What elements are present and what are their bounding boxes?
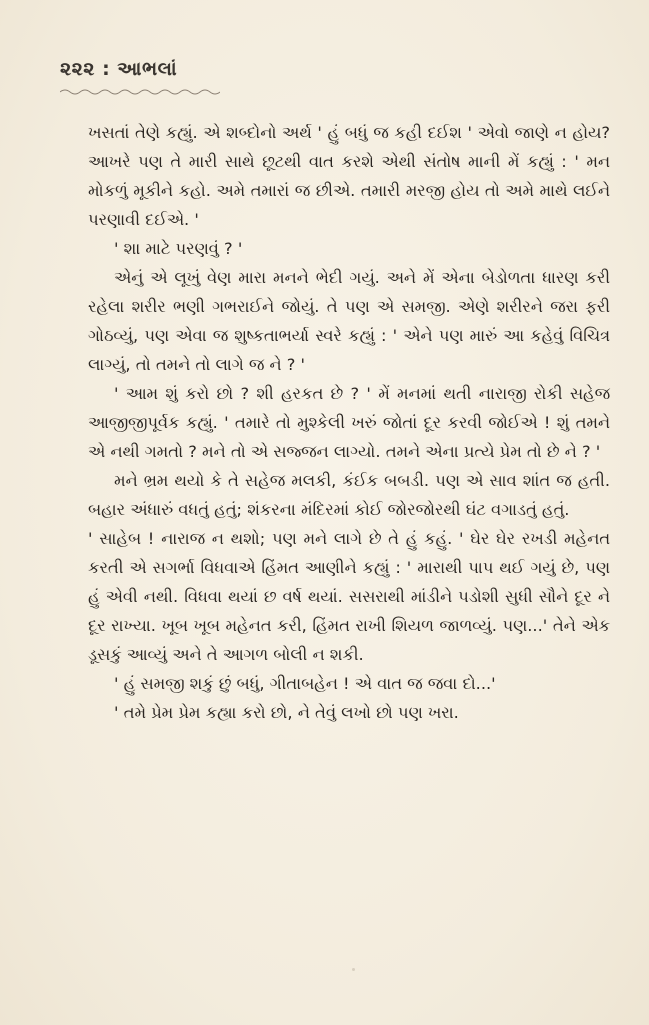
paragraph-8: ' તમે પ્રેમ પ્રેમ કહ્યા કરો છો, ને તેવું લખો છો પણ ખરા. — [114, 703, 459, 722]
paragraph-5: મને ભ્રમ થયો કે તે સહેજ મલકી, કંઈક બબડી. પણ એ સાવ શાંત જ હતી. બહાર અંધારું વધતું હતું; શંકરના મંદિરમાં કોઈ જોરજોરથી ઘંટ વગાડતું હતું. — [88, 471, 610, 519]
paper-speck — [352, 968, 355, 971]
paragraph-2: ' શા માટે પરણવું ? ' — [114, 239, 243, 258]
paragraph-3: એનું એ લૂખું વેણ મારા મનને ભેદી ગયું. અને મેં એના બેડોળતા ધારણ કરી રહેલા શરીર ભણી ગભરાઈને જોયું. તે પણ એ સમજી. એણે શરીરને જરા ફરી ગોઠવ્યું, પણ એવા જ શુષ્કતાભર્યા સ્વરે કહ્યું : ' એને પણ મારું આ કહેવું વિચિત્ર લાગ્યું, તો તમને તો લાગે જ ને ? ' — [88, 268, 610, 374]
header-wavy-rule — [60, 88, 220, 96]
paragraph-7: ' હું સમજી શકું છું બધું, ગીતાબહેન ! એ વાત જ જવા દો...' — [114, 674, 496, 693]
paragraph-1: ખસતાં તેણે કહ્યું. એ શબ્દોનો અર્થ ' હું બધું જ કહી દઈશ ' એવો જાણે ન હોય? આખરે પણ તે મારી સાથે છૂટથી વાત કરશે એથી સંતોષ માની મેં કહ્યું : ' મન મોકળું મૂકીને કહો. અમે તમારાં જ છીએ. તમારી મરજી હોય તો અમે માથે લઈને પરણાવી દઈએ. ' — [88, 123, 610, 229]
running-head: ૨૨૨ : આભલાં — [60, 58, 178, 80]
body-text — [88, 118, 610, 727]
paragraph-6: ' સાહેબ ! નારાજ ન થશો; પણ મને લાગે છે તે હું કહું. ' ઘેર ઘેર રખડી મહેનત કરતી એ સગર્ભા વિધવાએ હિંમત આણીને કહ્યું : ' મારાથી પાપ થઈ ગયું છે, પણ હું એવી નથી. વિધવા થયાં છ વર્ષ થયાં. સસરાથી માંડીને પડોશી સુધી સૌને દૂર ને દૂર રાખ્યા. ખૂબ ખૂબ મહેનત કરી, હિંમત રાખી શિયળ જાળવ્યું. પણ...' તેને એક ડૂસકું આવ્યું અને તે આગળ બોલી ન શકી. — [88, 529, 610, 664]
paragraph-4: ' આમ શું કરો છો ? શી હરકત છે ? ' મેં મનમાં થતી નારાજી રોકી સહેજ આજીજીપૂર્વક કહ્યું. ' તમારે તો મુશ્કેલી ખરું જોતાં દૂર કરવી જોઈએ ! શું તમને એ નથી ગમતો ? મને તો એ સજ્જન લાગ્યો. તમને એના પ્રત્યે પ્રેમ તો છે ને ? ' — [88, 384, 610, 461]
